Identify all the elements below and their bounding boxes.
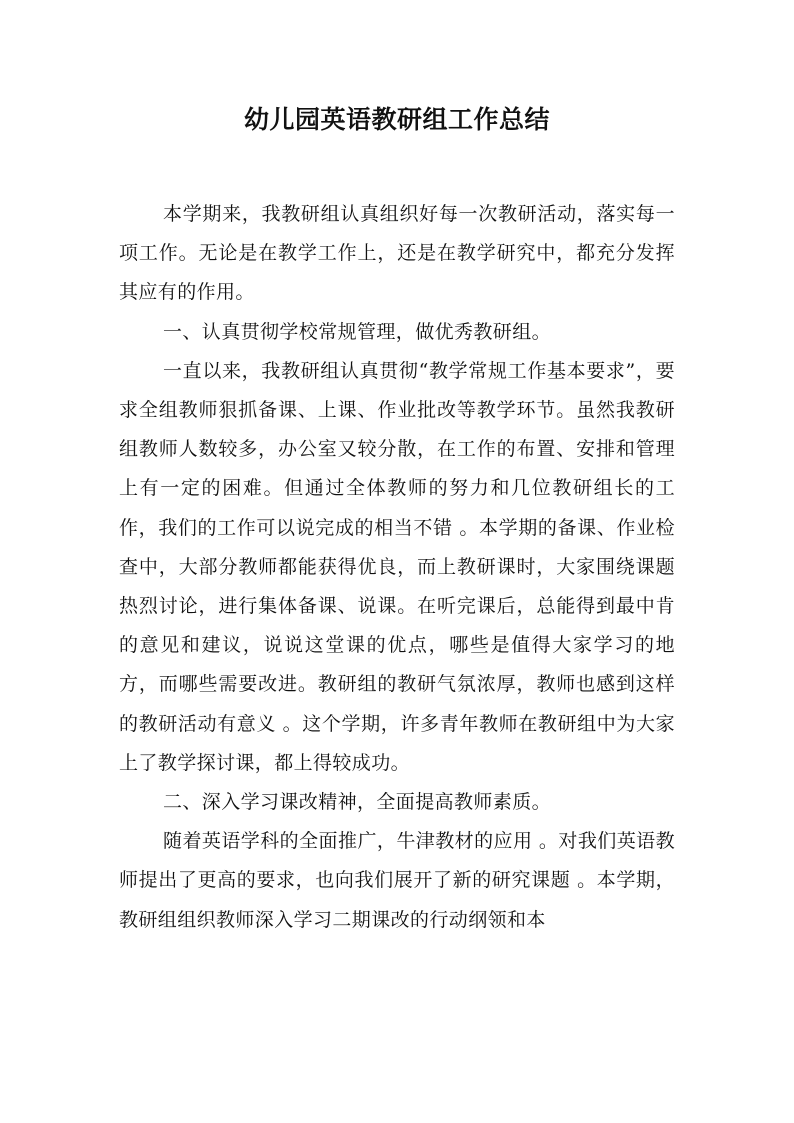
section-heading-2: 二、深入学习课改精神，全面提高教师素质。: [163, 791, 552, 814]
section-1-paragraph: 一直以来，我教研组认真贯彻“教学常规工作基本要求”，要求全组教师狠抓备课、上课、作业批改等教学环节。虽然我教研组教师人数较多，办公室又较分散，在工作的布置、安排和管理上有一定的困难。但通过全体教师的努力和几位教研组长的工作，我们的工作可以说完成的相当不错 。本学期的备课、作业检查中，大部分教师都能获得优良，而上教研课时，大家围绕课题热烈讨论，进行集体备课、说课。在听完课后，总能得到最中肯的意见和建议，说说这堂课的优点，哪些是值得大家学习的地方，而哪些需要改进。教研组的教研气氛浓厚，教师也感到这样的教研活动有意义 。这个学期，许多青年教师在教研组中为大家上了教学探讨课，都上得较成功。: [119, 359, 675, 774]
document-title: 幼儿园英语教研组工作总结: [243, 105, 550, 134]
section-heading-1: 一、认真贯彻学校常规管理，做优秀教研组。: [163, 320, 552, 343]
section-2-paragraph: 随着英语学科的全面推广，牛津教材的应用 。对我们英语教师提出了更高的要求，也向我们展开了新的研究课题 。本学期，教研组组织教师深入学习二期课改的行动纲领和本: [119, 830, 675, 931]
document-body: [119, 195, 675, 940]
intro-paragraph: 本学期来，我教研组认真组织好每一次教研活动，落实每一项工作。无论是在教学工作上，还是在教学研究中，都充分发挥其应有的作用。: [119, 203, 675, 304]
